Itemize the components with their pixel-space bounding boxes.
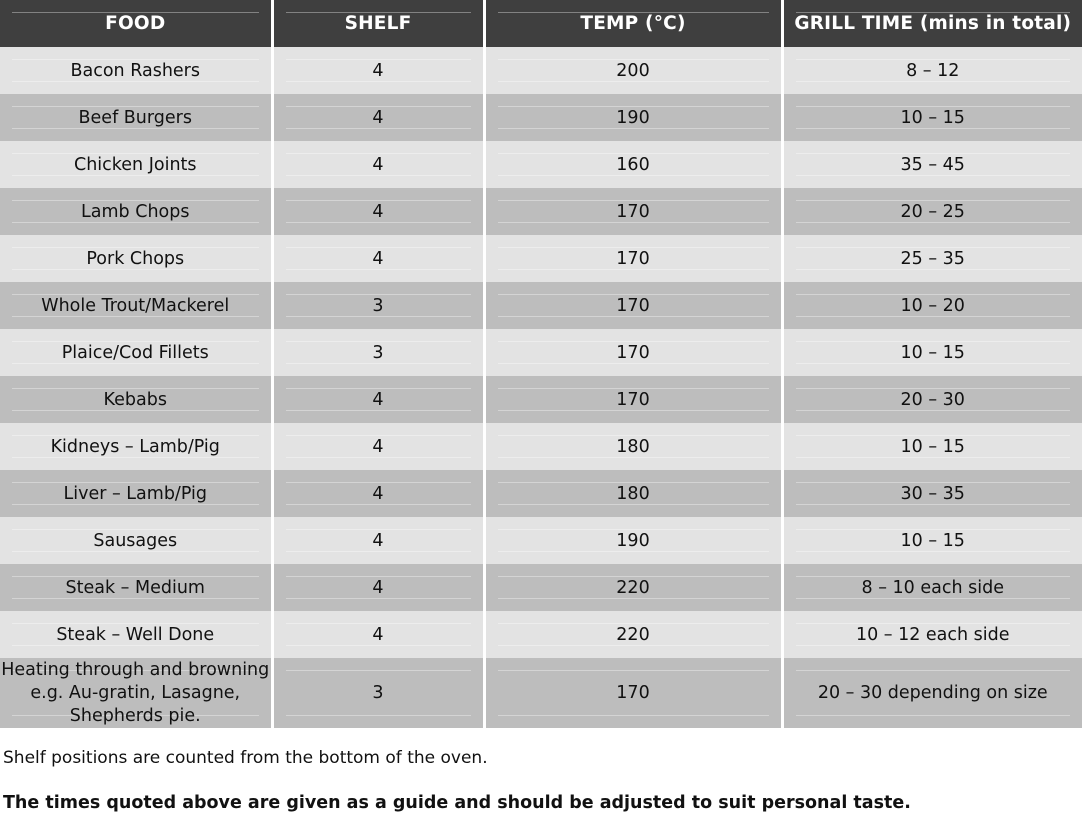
- temp-cell: 170: [484, 658, 782, 728]
- header-temp: TEMP (°C): [484, 0, 782, 47]
- food-cell: Sausages: [0, 517, 272, 564]
- temp-cell: 190: [484, 517, 782, 564]
- table-row: [0, 564, 1082, 611]
- food-cell: Liver – Lamb/Pig: [0, 470, 272, 517]
- time-cell: 20 – 30 depending on size: [782, 658, 1082, 728]
- shelf-cell: 4: [272, 188, 484, 235]
- temp-cell: 170: [484, 376, 782, 423]
- temp-cell: 170: [484, 329, 782, 376]
- table-row: [0, 329, 1082, 376]
- food-cell: Chicken Joints: [0, 141, 272, 188]
- temp-cell: 220: [484, 564, 782, 611]
- food-line: e.g. Au-gratin, Lasagne,: [30, 682, 241, 703]
- guide-note: The times quoted above are given as a guide and should be adjusted to suit personal taste.: [3, 793, 911, 813]
- table-row: [0, 376, 1082, 423]
- food-cell: Pork Chops: [0, 235, 272, 282]
- temp-cell: 190: [484, 94, 782, 141]
- time-cell: 30 – 35: [782, 470, 1082, 517]
- shelf-cell: 4: [272, 423, 484, 470]
- time-cell: 10 – 15: [782, 517, 1082, 564]
- shelf-cell: 4: [272, 235, 484, 282]
- shelf-cell: 4: [272, 564, 484, 611]
- food-cell: Steak – Well Done: [0, 611, 272, 658]
- temp-cell: 220: [484, 611, 782, 658]
- temp-cell: 170: [484, 235, 782, 282]
- time-cell: 10 – 15: [782, 329, 1082, 376]
- table-row: [0, 47, 1082, 94]
- food-cell: Bacon Rashers: [0, 47, 272, 94]
- time-cell: 10 – 15: [782, 94, 1082, 141]
- time-cell: 35 – 45: [782, 141, 1082, 188]
- shelf-cell: 4: [272, 47, 484, 94]
- table-row: [0, 470, 1082, 517]
- table-row: [0, 235, 1082, 282]
- shelf-cell: 4: [272, 141, 484, 188]
- header-shelf: SHELF: [272, 0, 484, 47]
- table-row: [0, 658, 1082, 728]
- temp-cell: 160: [484, 141, 782, 188]
- food-cell: [0, 658, 272, 728]
- food-cell: Plaice/Cod Fillets: [0, 329, 272, 376]
- temp-cell: 170: [484, 188, 782, 235]
- shelf-cell: 4: [272, 470, 484, 517]
- food-cell: Steak – Medium: [0, 564, 272, 611]
- time-cell: 10 – 15: [782, 423, 1082, 470]
- table-row: [0, 517, 1082, 564]
- food-line: Shepherds pie.: [69, 705, 201, 726]
- time-cell: 25 – 35: [782, 235, 1082, 282]
- shelf-cell: 4: [272, 376, 484, 423]
- food-cell: Kebabs: [0, 376, 272, 423]
- shelf-cell: 3: [272, 658, 484, 728]
- table-row: [0, 282, 1082, 329]
- time-cell: 10 – 12 each side: [782, 611, 1082, 658]
- shelf-cell: 3: [272, 282, 484, 329]
- shelf-position-note: Shelf positions are counted from the bottom of the oven.: [3, 748, 488, 768]
- food-cell: Lamb Chops: [0, 188, 272, 235]
- time-cell: 20 – 25: [782, 188, 1082, 235]
- table-row: [0, 611, 1082, 658]
- food-cell: Whole Trout/Mackerel: [0, 282, 272, 329]
- time-cell: 8 – 10 each side: [782, 564, 1082, 611]
- time-cell: 20 – 30: [782, 376, 1082, 423]
- shelf-cell: 3: [272, 329, 484, 376]
- temp-cell: 180: [484, 470, 782, 517]
- temp-cell: 180: [484, 423, 782, 470]
- food-cell: Beef Burgers: [0, 94, 272, 141]
- food-line: Heating through and browning: [1, 659, 270, 680]
- header-grill-time: GRILL TIME (mins in total): [782, 0, 1082, 47]
- shelf-cell: 4: [272, 517, 484, 564]
- table-row: [0, 94, 1082, 141]
- temp-cell: 200: [484, 47, 782, 94]
- time-cell: 8 – 12: [782, 47, 1082, 94]
- food-cell: Kidneys – Lamb/Pig: [0, 423, 272, 470]
- table-row: [0, 188, 1082, 235]
- table-row: [0, 141, 1082, 188]
- time-cell: 10 – 20: [782, 282, 1082, 329]
- header-food: FOOD: [0, 0, 272, 47]
- temp-cell: 170: [484, 282, 782, 329]
- shelf-cell: 4: [272, 94, 484, 141]
- shelf-cell: 4: [272, 611, 484, 658]
- header-row: [0, 0, 1082, 47]
- table-row: [0, 423, 1082, 470]
